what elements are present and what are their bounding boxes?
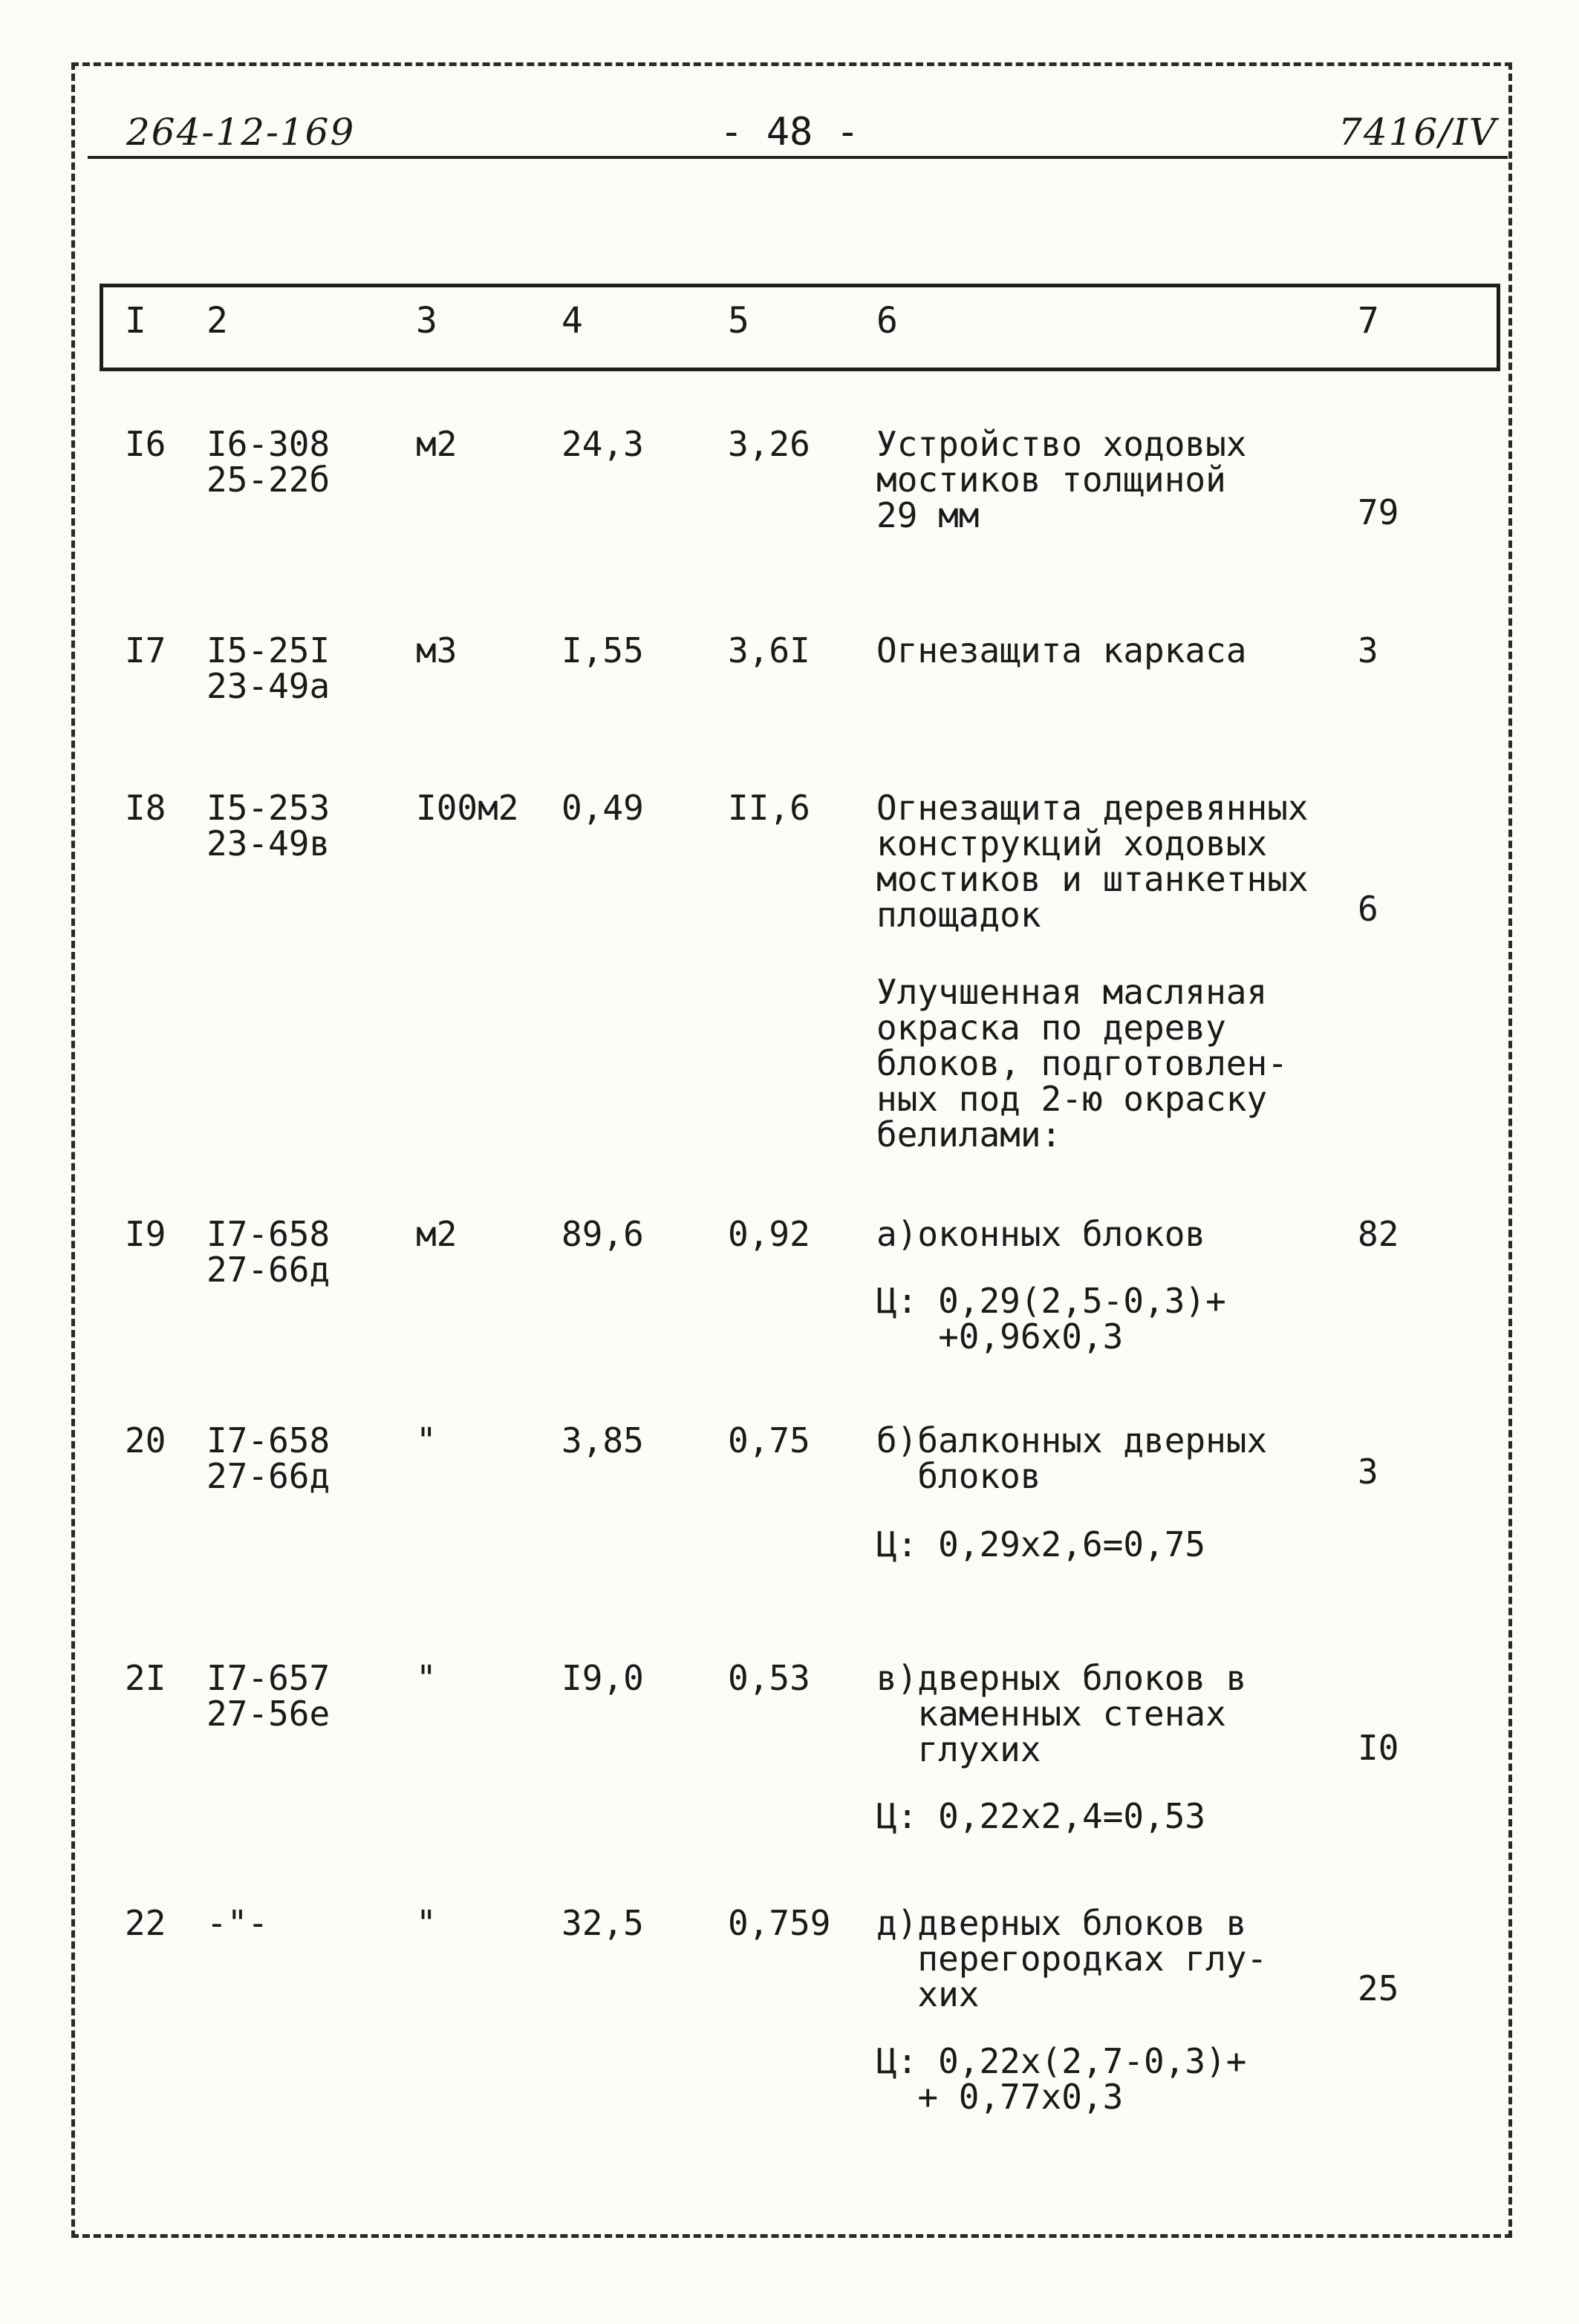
column-header-6: 6 [876, 300, 898, 342]
row-number: I7 [125, 630, 166, 670]
page-number: - 48 - [720, 110, 859, 154]
row-number: 2I [125, 1658, 166, 1698]
row-description: Огнезащита каркаса [876, 630, 1247, 670]
header-rule [88, 156, 1508, 159]
row-code: I7-658 27-66д [206, 1214, 331, 1290]
row-description: д)дверных блоков в перегородках глу- хих [876, 1903, 1268, 2014]
column-header-7: 7 [1358, 300, 1379, 342]
row-number: I9 [125, 1214, 166, 1254]
row-total: 3 [1358, 1452, 1378, 1492]
column-header-1: I [125, 300, 146, 342]
row-quantity: 3,85 [561, 1420, 644, 1460]
row-total: 6 [1358, 889, 1378, 929]
column-header-2: 2 [206, 300, 228, 342]
column-header-3: 3 [416, 300, 437, 342]
row-unit: I00м2 [416, 788, 519, 828]
row-rate: 3,6I [728, 630, 810, 670]
row-description: а)оконных блоков [876, 1214, 1206, 1254]
column-header-4: 4 [561, 300, 583, 342]
row-unit: " [416, 1903, 437, 1943]
row-calculation: Ц: 0,29(2,5-0,3)+ +0,96х0,3 [876, 1281, 1226, 1357]
row-calculation: Ц: 0,22х2,4=0,53 [876, 1796, 1206, 1836]
row-unit: м2 [416, 424, 458, 464]
row-number: 20 [125, 1420, 166, 1460]
doc-code: 264-12-169 [126, 111, 356, 154]
row-unit: м2 [416, 1214, 458, 1254]
row-description: Устройство ходовых мостиков толщиной 29 мм [876, 424, 1247, 535]
row-unit: " [416, 1658, 437, 1698]
row-quantity: 32,5 [561, 1903, 644, 1943]
table-header-box [100, 284, 1500, 371]
column-header-5: 5 [728, 300, 749, 342]
row-description: в)дверных блоков в каменных стенах глухих [876, 1658, 1247, 1769]
row-quantity: I9,0 [561, 1658, 644, 1698]
row-number: I8 [125, 788, 166, 828]
row-number: 22 [125, 1903, 166, 1943]
row-rate: 0,759 [728, 1903, 831, 1943]
row-quantity: 24,3 [561, 424, 644, 464]
row-description: Огнезащита деревянных конструкций ходовых мостиков и штанкетных площадок [876, 788, 1309, 935]
row-total: I0 [1358, 1728, 1399, 1768]
row-code: I7-658 27-66д [206, 1420, 331, 1496]
sheet-ref: 7416/IV [1338, 111, 1497, 154]
row-calculation: Ц: 0,22х(2,7-0,3)+ + 0,77х0,3 [876, 2041, 1247, 2117]
row-quantity: 0,49 [561, 788, 644, 828]
row-code: I6-308 25-22б [206, 424, 331, 500]
row-rate: 0,75 [728, 1420, 810, 1460]
row-total: 3 [1358, 630, 1378, 670]
row-code: I5-253 23-49в [206, 788, 331, 864]
row-quantity: 89,6 [561, 1214, 644, 1254]
row-total: 82 [1358, 1214, 1399, 1254]
row-rate: II,6 [728, 788, 810, 828]
row-rate: 0,53 [728, 1658, 810, 1698]
row-unit: " [416, 1420, 437, 1460]
section-heading: Улучшенная масляная окраска по дереву блоков, подготовлен- ных под 2-ю окраску белилами: [876, 972, 1288, 1155]
row-code: I5-25I 23-49а [206, 630, 331, 706]
row-calculation: Ц: 0,29х2,6=0,75 [876, 1524, 1206, 1564]
row-rate: 3,26 [728, 424, 810, 464]
row-code: I7-657 27-56е [206, 1658, 331, 1734]
row-description: б)балконных дверных блоков [876, 1420, 1268, 1496]
row-code: -"- [206, 1903, 269, 1943]
row-rate: 0,92 [728, 1214, 810, 1254]
row-quantity: I,55 [561, 630, 644, 670]
row-unit: м3 [416, 630, 458, 670]
row-number: I6 [125, 424, 166, 464]
row-total: 25 [1358, 1968, 1399, 2008]
row-total: 79 [1358, 492, 1399, 532]
